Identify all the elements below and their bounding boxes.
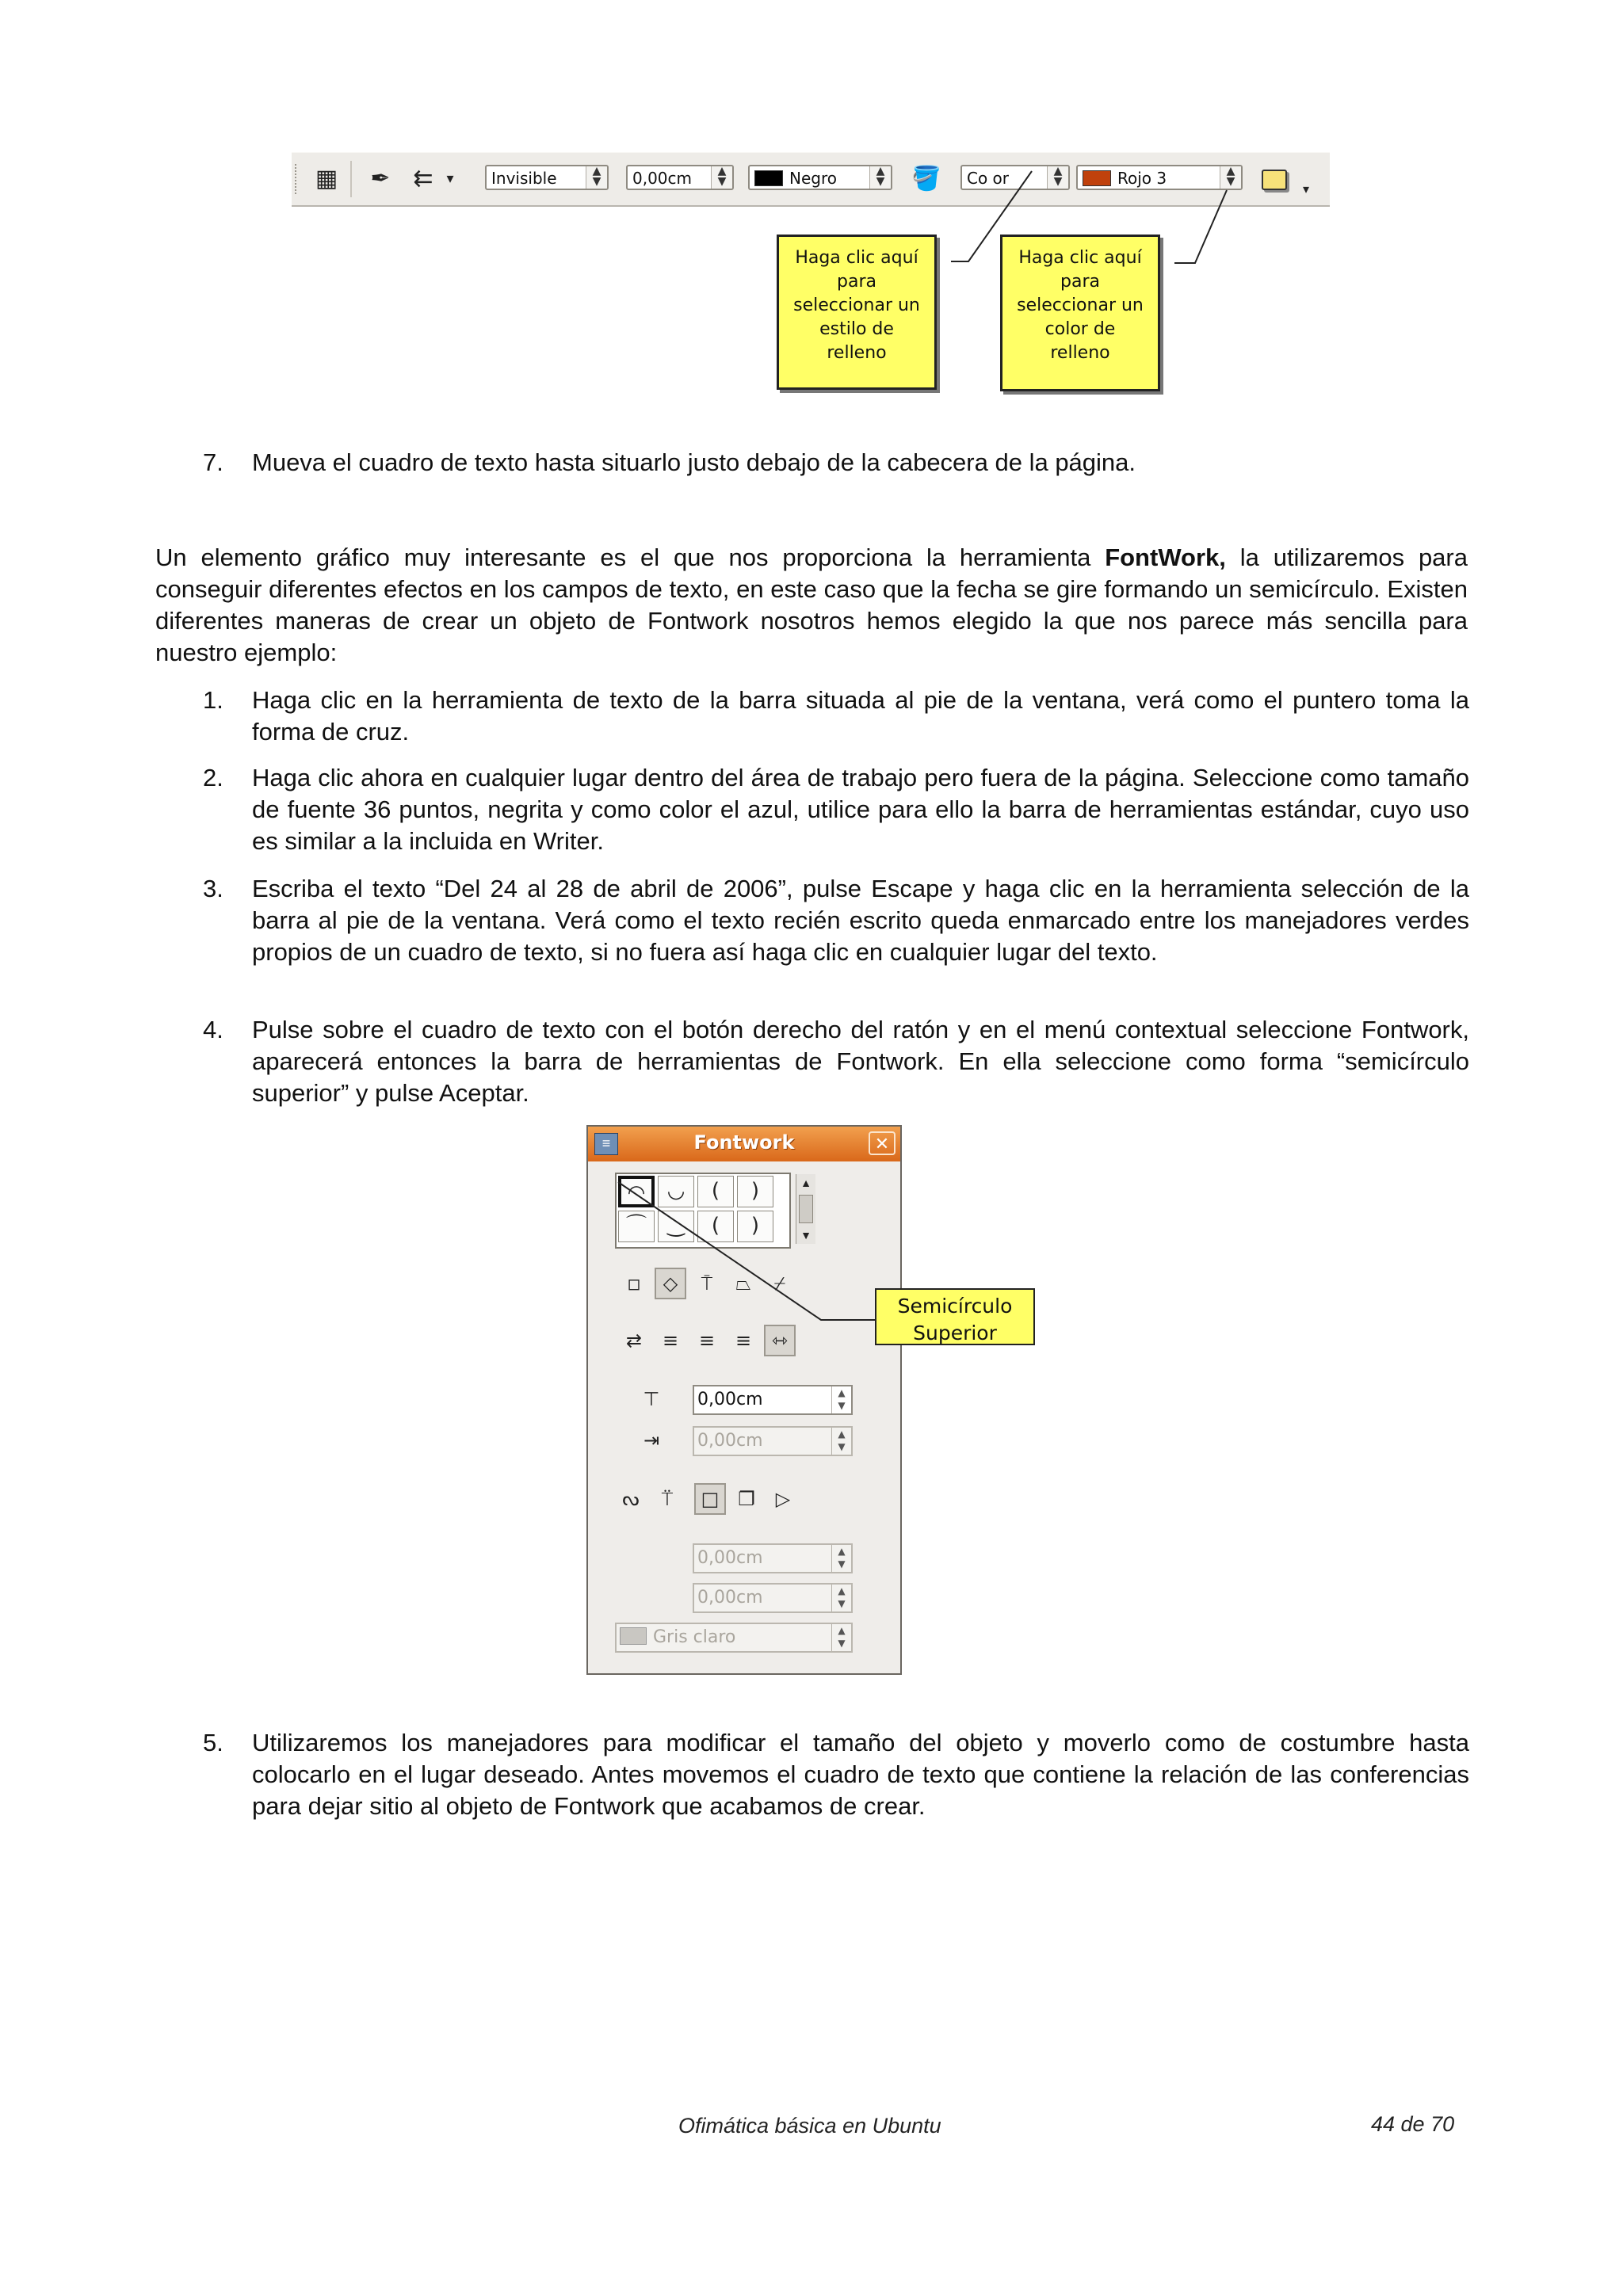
arc-top-shape-icon[interactable]: ⌒ (618, 1211, 655, 1242)
line-color-value: Negro (789, 169, 837, 188)
shadow-x-value: 0,00cm (697, 1548, 763, 1568)
list-text: Haga clic ahora en cualquier lugar dentro del área de trabajo pero fuera de la página. Seleccione como tamaño de fuente 36 puntos, negrita y como color el azul, utilice para ello la barra de herramientas estándar, cuyo uso es similar a la incluida en Writer. (252, 764, 1469, 855)
upright-icon[interactable]: ⍑ (701, 1272, 713, 1295)
close-icon[interactable]: ✕ (869, 1131, 896, 1155)
callout-line: relleno (1050, 343, 1110, 363)
semicircle-top-shape-icon[interactable]: ◠ (618, 1176, 655, 1207)
footer-title: Ofimática básica en Ubuntu (678, 2114, 941, 2138)
open-right-shape-icon[interactable]: ) (737, 1176, 773, 1207)
no-shadow-icon[interactable]: □ (694, 1483, 726, 1515)
semicircle-callout (875, 1288, 1035, 1345)
line-width-value: 0,00cm (632, 169, 693, 188)
distance-field[interactable] (693, 1385, 853, 1415)
scroll-up-icon[interactable]: ▲ (800, 1177, 812, 1189)
autosize-text-icon[interactable]: ⇿ (764, 1325, 796, 1356)
open-left-shape-icon[interactable]: ( (697, 1176, 734, 1207)
line-width-spin-icon[interactable]: ▲ ▼ (711, 166, 732, 189)
orientation-icon[interactable]: ⇄ (625, 1329, 643, 1352)
list-text: Utilizaremos los manejadores para modificar el tamaño del objeto y moverlo como de costumbre hasta colocarlo en el lugar deseado. Antes movemos el cuadro de texto que contiene la relación de las conferencias para dejar sitio al objeto de Fontwork que acabamos de crear. (252, 1729, 1469, 1820)
line-pen-icon[interactable]: ✒ (370, 165, 391, 193)
list-text: Haga clic en la herramienta de texto de la barra situada al pie de la ventana, verá como el puntero toma la forma de cruz. (252, 686, 1469, 746)
list-number: 4. (203, 1016, 223, 1043)
callout-line: Semicírculo (897, 1295, 1013, 1318)
shadow-x-spin-icon[interactable]: ▲ ▼ (831, 1545, 851, 1572)
list-number: 7. (203, 448, 223, 476)
intro-paragraph (155, 542, 1468, 669)
callout-line: color de (1044, 319, 1116, 339)
area-dialog-icon[interactable]: ▦ (315, 165, 338, 193)
intro-text-after: la utilizaremos para conseguir diferentes efectos en los campos de texto, en este caso que la fecha se gire formando un semicírculo. Existen diferentes maneras de crear un objeto de Fontwork nosotros hemos elegido la que nos parece más sencilla para nuestro ejemplo: (155, 543, 1468, 666)
shadow-y-value: 0,00cm (697, 1588, 763, 1608)
arc-left-shape-icon[interactable]: ( (697, 1211, 734, 1242)
arc-right-shape-icon[interactable]: ) (737, 1211, 773, 1242)
line-color-spin-icon[interactable]: ▲ ▼ (869, 166, 891, 189)
slant-vertical-icon[interactable]: ⌿ (773, 1272, 786, 1295)
callout-line: para (1060, 272, 1100, 292)
dialog-title: Fontwork (693, 1131, 795, 1154)
indent-spin-icon[interactable]: ▲ ▼ (831, 1428, 851, 1455)
vertical-shadow-icon[interactable]: ❐ (738, 1488, 755, 1510)
align-center-icon[interactable]: ≡ (698, 1329, 716, 1352)
window-menu-icon[interactable]: ≡ (594, 1133, 618, 1155)
semicircle-bottom-shape-icon[interactable]: ◡ (658, 1176, 694, 1207)
shadow-color-select[interactable] (615, 1623, 853, 1653)
shadow-color-value: Gris claro (653, 1627, 736, 1647)
list-text: Pulse sobre el cuadro de texto con el botón derecho del ratón y en el menú contextual seleccione Fontwork, aparecerá entonces la barra de herramientas de Fontwork. En ella seleccione como forma “semicírculo superior” y pulse Aceptar. (252, 1016, 1469, 1107)
list-number: 1. (203, 686, 223, 714)
fill-color-connector (1174, 190, 1227, 263)
line-style-value: Invisible (491, 169, 557, 188)
semicircle-connector-line (618, 1182, 876, 1320)
intro-text-before: Un elemento gráfico muy interesante es el que nos proporciona la herramienta (155, 543, 1106, 571)
line-style-spin-icon[interactable]: ▲ ▼ (586, 166, 607, 189)
slanted-shadow-icon[interactable]: ▷ (775, 1488, 791, 1510)
distance-icon: ⊤ (643, 1388, 660, 1410)
paint-bucket-icon[interactable]: 🪣 (911, 165, 941, 193)
list-number: 2. (203, 764, 223, 791)
callout-line: relleno (827, 343, 887, 363)
fill-style-value: Co or (967, 169, 1010, 188)
distance-spin-icon[interactable]: ▲ ▼ (831, 1386, 851, 1413)
shadow-x-field[interactable] (693, 1543, 853, 1573)
toolbar-overflow-icon[interactable]: ▾ (1302, 181, 1310, 196)
callout-line: Superior (913, 1322, 997, 1344)
distance-value: 0,00cm (697, 1390, 763, 1409)
semicircle-connector (0, 1109, 1623, 1347)
slant-horizontal-icon[interactable]: ⏢ (735, 1272, 751, 1295)
callout-line: seleccionar un (1017, 296, 1144, 315)
page-number: 44 de 70 (1371, 2112, 1455, 2136)
fill-color-callout (1000, 235, 1160, 391)
fill-color-value: Rojo 3 (1117, 169, 1167, 188)
list-text: Mueva el cuadro de texto hasta situarlo justo debajo de la cabecera de la página. (252, 448, 1136, 476)
shadow-y-field[interactable] (693, 1583, 853, 1613)
orientation-off-icon[interactable]: ◽ (627, 1272, 641, 1295)
callout-line: Haga clic aquí (795, 248, 918, 268)
list-number: 5. (203, 1729, 223, 1756)
list-text: Escriba el texto “Del 24 al 28 de abril de 2006”, pulse Escape y haga clic en la herramienta selección de la barra al pie de la ventana. Verá como el texto recién escrito queda enmarcado entre los manejadores verdes propios de un cuadro de texto, si no fuera así haga clic en cualquier lugar del texto. (252, 875, 1469, 966)
callout-line: seleccionar un (793, 296, 920, 315)
arc-bottom-shape-icon[interactable]: ‿ (658, 1211, 694, 1242)
scroll-down-icon[interactable]: ▼ (800, 1229, 812, 1241)
align-right-icon[interactable]: ≡ (735, 1329, 752, 1352)
indent-field[interactable] (693, 1426, 853, 1456)
list-number: 3. (203, 875, 223, 902)
callout-line: Haga clic aquí (1018, 248, 1142, 268)
fill-style-spin-icon[interactable]: ▲ ▼ (1047, 166, 1068, 189)
rotate-icon[interactable]: ◇ (655, 1268, 686, 1299)
fill-style-callout (777, 235, 937, 390)
indent-icon: ⇥ (643, 1429, 660, 1451)
dropdown-arrow-icon[interactable]: ▾ (446, 170, 454, 187)
shadow-color-swatch (620, 1627, 647, 1645)
shadow-y-spin-icon[interactable]: ▲ ▼ (831, 1585, 851, 1611)
align-left-icon[interactable]: ≡ (662, 1329, 679, 1352)
shadow-color-spin-icon[interactable]: ▲ ▼ (831, 1624, 851, 1651)
contour-icon[interactable]: ᔓ (622, 1488, 640, 1510)
callout-line: estilo de (819, 319, 894, 339)
text-frame-icon[interactable]: ⍡ (661, 1488, 674, 1510)
intro-bold-term: FontWork, (1105, 543, 1226, 571)
arrow-style-icon[interactable]: ⇇ (413, 165, 433, 193)
indent-value: 0,00cm (697, 1431, 763, 1451)
callout-line: para (837, 272, 876, 292)
fill-color-spin-icon[interactable]: ▲ ▼ (1220, 166, 1241, 189)
